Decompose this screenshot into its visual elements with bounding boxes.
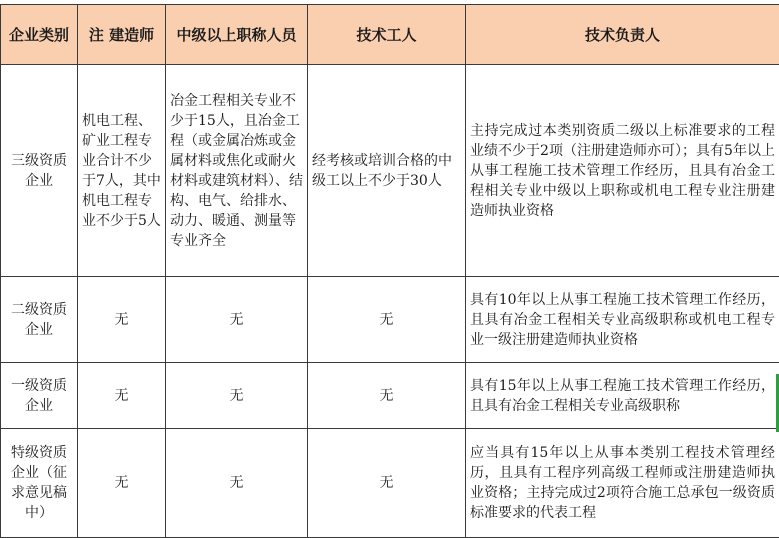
- table-row: [1, 65, 779, 277]
- cell-tech-lead: 具有15年以上从事工程施工技术管理工作经历，且具有冶金工程相关专业高级职称: [466, 363, 779, 429]
- cell-category: 一级资质企业: [1, 363, 78, 429]
- cell-skilled-workers: 无: [308, 429, 466, 538]
- cell-tech-lead: 具有10年以上从事工程施工技术管理工作经历，且具有冶金工程相关专业高级职称或机电工程专业一级注册建造师执业资格: [466, 277, 779, 363]
- table-row: [1, 277, 779, 363]
- cell-constructors: 机电工程、矿业工程专业合计不少于7人，其中机电工程专业不少于5人: [78, 65, 166, 277]
- table-row: [1, 363, 779, 429]
- qualification-requirements-table: [0, 4, 779, 538]
- header-registered-constructors: 注 建造师: [78, 5, 166, 65]
- header-enterprise-category: 企业类别: [1, 5, 78, 65]
- qualification-table-wrapper: [0, 4, 779, 537]
- cell-tech-lead: 主持完成过本类别资质二级以上标准要求的工程业绩不少于2项（注册建造师亦可）；具有5年以上从事工程施工技术管理工作经历，且具有冶金工程相关专业中级以上职称或机电工程专业注册建造师执业资格: [466, 65, 779, 277]
- cell-titled-staff: 冶金工程相关专业不少于15人，且冶金工程（或金属冶炼或金属材料或焦化或耐火材料或建筑材料）、结构、电气、给排水、动力、暖通、测量等专业齐全: [166, 65, 308, 277]
- table-header-row: [1, 5, 779, 65]
- cell-constructors: 无: [78, 363, 166, 429]
- cell-skilled-workers: 无: [308, 363, 466, 429]
- cell-titled-staff: 无: [166, 363, 308, 429]
- cell-titled-staff: 无: [166, 277, 308, 363]
- header-technical-lead: 技术负责人: [466, 5, 779, 65]
- header-intermediate-titled-staff: 中级以上职称人员: [166, 5, 308, 65]
- cell-constructors: 无: [78, 429, 166, 538]
- cell-category: 二级资质企业: [1, 277, 78, 363]
- cell-category: 三级资质企业: [1, 65, 78, 277]
- cell-tech-lead: 应当具有15年以上从事本类别工程技术管理经历，且具有工程序列高级工程师或注册建造师执业资格；主持完成过2项符合施工总承包一级资质标准要求的代表工程: [466, 429, 779, 538]
- cell-skilled-workers: 无: [308, 277, 466, 363]
- cell-constructors: 无: [78, 277, 166, 363]
- header-skilled-workers: 技术工人: [308, 5, 466, 65]
- cell-titled-staff: 无: [166, 429, 308, 538]
- cell-category: 特级资质企业（征求意见稿中）: [1, 429, 78, 538]
- cell-skilled-workers: 经考核或培训合格的中级工以上不少于30人: [308, 65, 466, 277]
- table-row: [1, 429, 779, 538]
